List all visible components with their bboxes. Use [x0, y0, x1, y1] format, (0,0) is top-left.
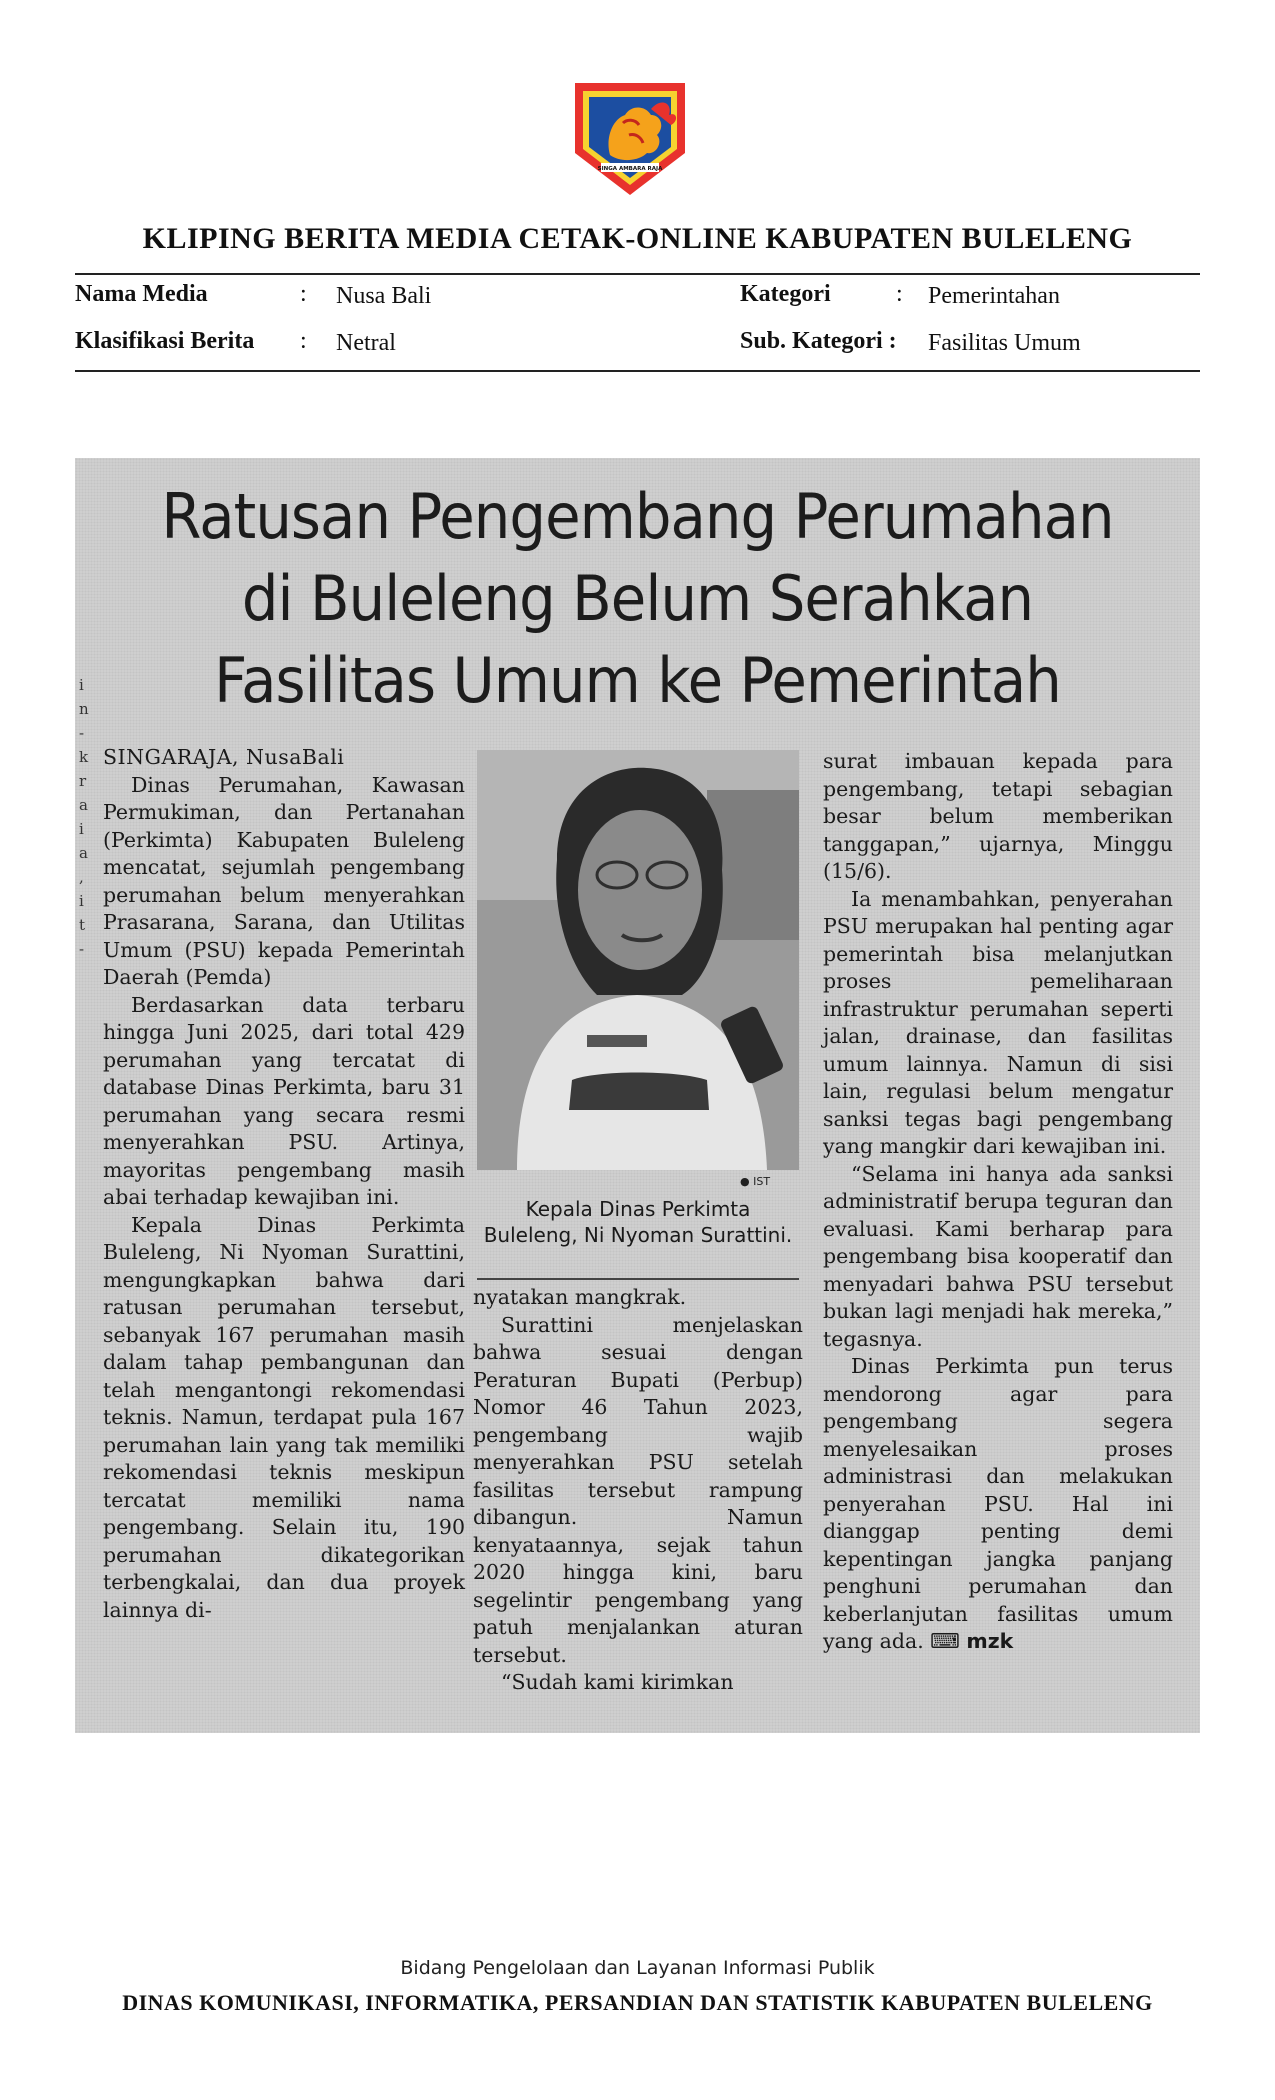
author-signoff: mzk	[966, 1629, 1014, 1653]
paragraph: Dinas Perumahan, Kawasan Permukiman, dan Pertanahan (Perkimta) Kabupaten Buleleng mencatat, sejumlah pengembang perumahan belum menyerahkan Prasarana, Sarana, dan Utilitas Umum (PSU) kepada Pemerintah Daerah (Pemda)	[103, 772, 465, 989]
article-column-1	[103, 744, 465, 1624]
kategori-label: Kategori	[740, 281, 831, 307]
kategori-colon: :	[896, 281, 903, 307]
footer-agency: DINAS KOMUNIKASI, INFORMATIKA, PERSANDIAN DAN STATISTIK KABUPATEN BULELENG	[122, 1990, 1153, 2015]
paragraph: Kepala Dinas Perkimta Buleleng, Ni Nyoman Surattini, mengungkapkan bahwa dari ratusan perumahan tersebut, sebanyak 167 perumahan masih dalam tahap pembangunan dan telah mengantongi rekomendasi teknis. Namun, terdapat pula 167 perumahan lain yang tak memiliki rekomendasi teknis meskipun tercatat memiliki nama pengembang. Selain itu, 190 perumahan dikategorikan terbengkalai, dan dua proyek lainnya di-	[103, 1212, 465, 1622]
newspaper-clipping	[75, 458, 1200, 1733]
klasifikasi-value: Netral	[336, 330, 396, 356]
paragraph	[823, 1353, 1173, 1656]
subkategori-value: Fasilitas Umum	[928, 330, 1081, 356]
kabupaten-buleleng-logo	[565, 75, 695, 200]
subkategori-label: Sub. Kategori :	[740, 328, 897, 354]
klasifikasi-label: Klasifikasi Berita	[75, 328, 255, 354]
nama-media-colon: :	[300, 281, 307, 307]
photo-caption: Kepala Dinas Perkimta Buleleng, Ni Nyoman Surattini.	[483, 1197, 793, 1247]
header-divider-bottom	[75, 370, 1200, 372]
article-column-3	[823, 748, 1173, 1656]
header-divider-top	[75, 273, 1200, 275]
page-title: KLIPING BERITA MEDIA CETAK-ONLINE KABUPATEN BULELENG	[142, 222, 1133, 255]
paragraph: Surattini menjelaskan bahwa sesuai dengan Peraturan Bupati (Perbup) Nomor 46 Tahun 2023, pengembang wajib menyerahkan PSU setelah fasilitas tersebut rampung dibangun. Namun kenyataannya, sejak tahun 2020 hingga kini, baru segelintir pengembang yang patuh menjalankan aturan tersebut.	[473, 1312, 803, 1667]
photo-credit: ● IST	[740, 1175, 771, 1188]
paragraph: Ia menambahkan, penyerahan PSU merupakan hal penting agar pemerintah bisa melanjutkan proses pemeliharaan infrastruktur perumahan seperti jalan, drainase, dan fasilitas umum lainnya. Namun di sisi lain, regulasi belum mengatur sanksi tegas bagi pengembang yang mangkir dari kewajiban ini.	[823, 886, 1173, 1158]
keyboard-icon: ⌨	[930, 1629, 960, 1653]
caption-divider	[477, 1278, 799, 1280]
article-column-2	[473, 1284, 803, 1697]
paragraph: “Selama ini hanya ada sanksi administratif berupa teguran dan evaluasi. Kami berharap para pengembang bisa kooperatif dan menyadari bahwa PSU tersebut bukan lagi menjadi hak mereka,” tegasnya.	[823, 1161, 1173, 1351]
paragraph: Berdasarkan data terbaru hingga Juni 2025, dari total 429 perumahan yang tercatat di database Dinas Perkimta, baru 31 perumahan yang secara resmi menyerahkan PSU. Artinya, mayoritas pengembang masih abai terhadap kewajiban ini.	[103, 992, 465, 1209]
paragraph: surat imbauan kepada para pengembang, tetapi sebagian besar belum memberikan tanggapan,” ujarnya, Minggu (15/6).	[823, 749, 1173, 883]
paragraph: nyatakan mangkrak.	[473, 1285, 687, 1309]
paragraph: “Sudah kami kirimkan	[501, 1670, 734, 1694]
headline-line-3: Fasilitas Umum ke Pemerintah	[214, 644, 1061, 717]
nama-media-value: Nusa Bali	[336, 283, 432, 309]
portrait-image	[477, 750, 799, 1170]
headline-line-1: Ratusan Pengembang Perumahan	[161, 480, 1114, 553]
article-headline	[114, 476, 1160, 722]
kategori-value: Pemerintahan	[928, 283, 1060, 309]
margin-letters: i n - k r a i a , i t -	[79, 676, 89, 958]
article-photo	[477, 750, 799, 1170]
nama-media-label: Nama Media	[75, 281, 208, 307]
dateline: SINGARAJA, NusaBali	[103, 745, 345, 769]
headline-line-2: di Buleleng Belum Serahkan	[241, 562, 1034, 635]
closing-paragraph: Dinas Perkimta pun terus mendorong agar para pengembang segera menyelesaikan proses administrasi dan melakukan penyerahan PSU. Hal ini dianggap penting demi kepentingan jangka panjang penghuni perumahan dan keberlanjutan fasilitas umum yang ada.	[823, 1354, 1173, 1653]
klasifikasi-colon: :	[300, 328, 307, 354]
footer-department: Bidang Pengelolaan dan Layanan Informasi Publik	[400, 1957, 875, 1979]
logo-motto: SINGA AMBARA RAJA	[597, 166, 663, 172]
